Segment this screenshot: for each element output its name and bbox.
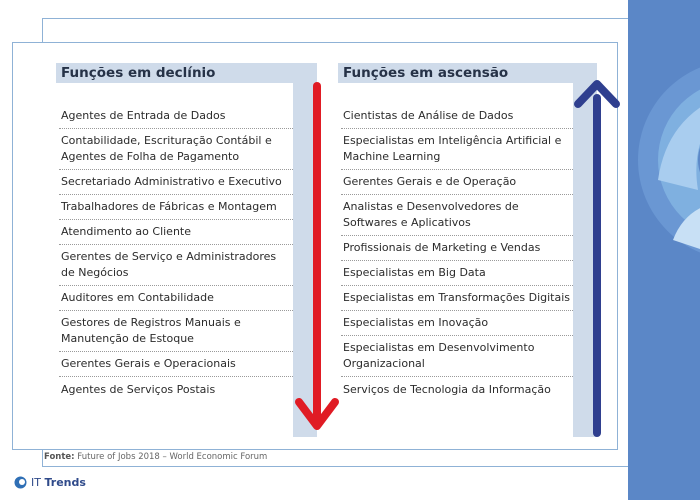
list-item: Trabalhadores de Fábricas e Montagem xyxy=(59,195,293,220)
list-item: Especialistas em Inteligência Artificial e Machine Learning xyxy=(341,129,573,170)
source-label: Fonte: xyxy=(44,452,75,462)
list-item: Agentes de Serviços Postais xyxy=(61,382,216,396)
list-item: Especialistas em Desenvolvimento Organizacional xyxy=(341,336,573,377)
list-item: Especialistas em Transformações Digitais xyxy=(341,286,573,311)
arrow-up-icon xyxy=(572,78,622,440)
source-text: Future of Jobs 2018 – World Economic Forum xyxy=(77,452,268,462)
list-item: Gerentes de Serviço e Administradores de Negócios xyxy=(59,245,293,286)
logo-swirl-icon xyxy=(14,476,27,489)
list-item: Secretariado Administrativo e Executivo xyxy=(59,170,293,195)
brand-name xyxy=(31,476,86,489)
declining-list xyxy=(59,104,293,402)
rising-header: Funções em ascensão xyxy=(338,63,597,83)
list-item: Cientistas de Análise de Dados xyxy=(341,104,573,129)
it-trends-logo xyxy=(14,476,86,489)
list-item: Contabilidade, Escrituração Contábil e Agentes de Folha de Pagamento xyxy=(59,129,293,170)
frame-line-left xyxy=(42,18,43,42)
list-item: Especialistas em Big Data xyxy=(341,261,573,286)
frame-line-top xyxy=(42,18,630,19)
list-item: Atendimento ao Cliente xyxy=(59,220,293,245)
list-item: Agentes de Entrada de Dados xyxy=(59,104,293,129)
declining-header: Funções em declínio xyxy=(56,63,317,83)
swirl-graphic xyxy=(628,0,700,500)
list-item: Profissionais de Marketing e Vendas xyxy=(341,236,573,261)
source-note xyxy=(44,452,267,462)
arrow-down-icon xyxy=(293,80,341,442)
rising-list xyxy=(341,104,573,402)
list-item: Analistas e Desenvolvedores de Softwares e Aplicativos xyxy=(341,195,573,236)
list-item: Auditores em Contabilidade xyxy=(59,286,293,311)
frame-line-bottom xyxy=(42,466,630,467)
frame-line-bottom-vertical xyxy=(42,450,43,466)
list-item: Serviços de Tecnologia da Informação xyxy=(343,382,551,396)
list-item: Gestores de Registros Manuais e Manutenção de Estoque xyxy=(59,311,293,352)
brand-prefix: IT xyxy=(31,476,41,489)
list-item: Gerentes Gerais e de Operação xyxy=(341,170,573,195)
list-item: Gerentes Gerais e Operacionais xyxy=(59,352,293,377)
list-item: Especialistas em Inovação xyxy=(341,311,573,336)
decorative-side-panel xyxy=(628,0,700,500)
brand-title: Trends xyxy=(44,476,86,489)
